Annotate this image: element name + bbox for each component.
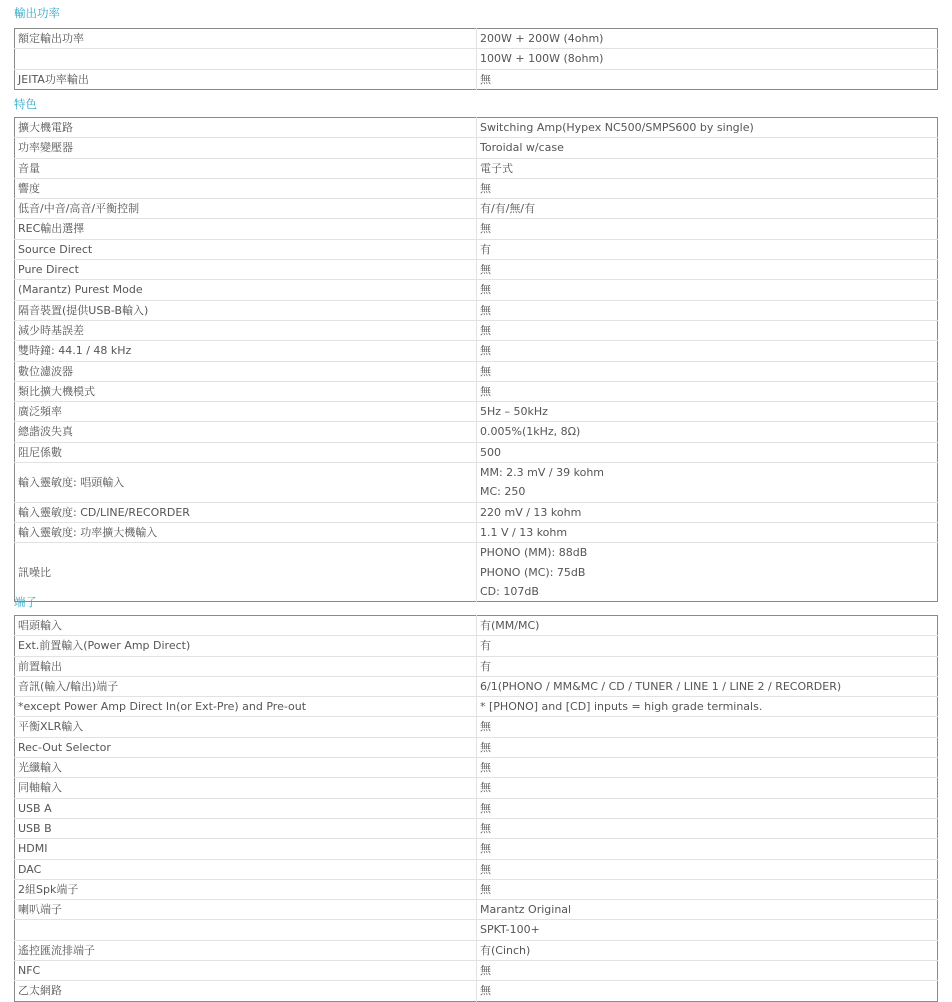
spec-row bbox=[15, 502, 938, 522]
spec-value bbox=[477, 839, 938, 859]
spec-value bbox=[477, 717, 938, 737]
spec-value bbox=[477, 656, 938, 676]
spec-value bbox=[477, 29, 938, 49]
section-title-output: 輸出功率 bbox=[14, 6, 60, 20]
spec-row bbox=[15, 798, 938, 818]
spec-value bbox=[477, 798, 938, 818]
spec-table-terminals bbox=[14, 615, 938, 1002]
spec-value-line: 無 bbox=[480, 323, 491, 337]
spec-label: 乙太網路 bbox=[15, 981, 477, 1001]
spec-label: JEITA功率輸出 bbox=[15, 69, 477, 89]
spec-value-line: 200W + 200W (4ohm) bbox=[480, 32, 604, 45]
spec-value-line: 有 bbox=[480, 659, 491, 673]
spec-value bbox=[477, 219, 938, 239]
spec-row bbox=[15, 138, 938, 158]
spec-row bbox=[15, 636, 938, 656]
spec-value-line: PHONO (MC): 75dB bbox=[480, 565, 586, 579]
spec-row bbox=[15, 280, 938, 300]
spec-value-line: Toroidal w/case bbox=[480, 141, 564, 155]
spec-row bbox=[15, 900, 938, 920]
spec-value-line: 無 bbox=[480, 720, 491, 734]
spec-row bbox=[15, 239, 938, 259]
spec-value bbox=[477, 778, 938, 798]
section-title-terminals: 端子 bbox=[14, 595, 37, 609]
spec-value-line: 有 bbox=[480, 242, 491, 256]
spec-value-line: 無 bbox=[480, 181, 491, 195]
spec-row bbox=[15, 522, 938, 542]
spec-label: 2組Spk端子 bbox=[15, 879, 477, 899]
spec-label: REC輸出選擇 bbox=[15, 219, 477, 239]
spec-row bbox=[15, 158, 938, 178]
spec-label: 喇叭端子 bbox=[15, 900, 477, 920]
spec-row bbox=[15, 300, 938, 320]
spec-row bbox=[15, 818, 938, 838]
spec-label: Ext.前置輸入(Power Amp Direct) bbox=[15, 636, 477, 656]
spec-value-line: 0.005%(1kHz, 8Ω) bbox=[480, 425, 581, 439]
spec-value bbox=[477, 239, 938, 259]
spec-row bbox=[15, 543, 938, 602]
spec-value-line: Marantz Original bbox=[480, 903, 572, 917]
spec-value bbox=[477, 961, 938, 981]
spec-value-line: 無 bbox=[480, 384, 491, 398]
spec-label bbox=[15, 920, 477, 940]
spec-value bbox=[477, 178, 938, 198]
spec-value bbox=[477, 818, 938, 838]
spec-value-line: 無 bbox=[480, 842, 491, 856]
spec-value bbox=[477, 900, 938, 920]
spec-label: USB B bbox=[15, 818, 477, 838]
spec-value-line: 有/有/無/有 bbox=[480, 202, 536, 216]
spec-value bbox=[477, 543, 938, 602]
spec-label: 響度 bbox=[15, 178, 477, 198]
spec-value bbox=[477, 69, 938, 89]
spec-value-line: 無 bbox=[480, 72, 491, 86]
spec-row bbox=[15, 361, 938, 381]
spec-value bbox=[477, 381, 938, 401]
spec-label: 類比擴大機模式 bbox=[15, 381, 477, 401]
spec-value-line: 電子式 bbox=[480, 161, 513, 175]
spec-label: NFC bbox=[15, 961, 477, 981]
spec-value-line: * [PHONO] and [CD] inputs = high grade terminals. bbox=[480, 700, 763, 714]
spec-row bbox=[15, 29, 938, 49]
spec-value bbox=[477, 737, 938, 757]
spec-label: 總諧波失真 bbox=[15, 422, 477, 442]
spec-label: 減少時基誤差 bbox=[15, 320, 477, 340]
spec-label: 遙控匯流排端子 bbox=[15, 940, 477, 960]
spec-label: 數位濾波器 bbox=[15, 361, 477, 381]
spec-row bbox=[15, 839, 938, 859]
spec-row bbox=[15, 341, 938, 361]
spec-value bbox=[477, 463, 938, 503]
spec-label: 音量 bbox=[15, 158, 477, 178]
spec-value bbox=[477, 49, 938, 69]
spec-table-features bbox=[14, 117, 938, 602]
spec-row bbox=[15, 69, 938, 89]
section-title-features: 特色 bbox=[14, 97, 37, 111]
spec-value-line: 220 mV / 13 kohm bbox=[480, 505, 582, 519]
spec-label: 輸入靈敏度: 功率擴大機輸入 bbox=[15, 522, 477, 542]
spec-label: 隔音裝置(提供USB-B輸入) bbox=[15, 300, 477, 320]
spec-value-line: 無 bbox=[480, 964, 491, 978]
spec-value-line: 有(MM/MC) bbox=[480, 619, 540, 632]
spec-value bbox=[477, 280, 938, 300]
spec-label: USB A bbox=[15, 798, 477, 818]
spec-row bbox=[15, 656, 938, 676]
spec-value bbox=[477, 676, 938, 696]
spec-value-line: 無 bbox=[480, 222, 491, 236]
spec-row bbox=[15, 879, 938, 899]
spec-value bbox=[477, 879, 938, 899]
spec-row bbox=[15, 758, 938, 778]
spec-value-line: 無 bbox=[480, 984, 491, 998]
spec-label: Pure Direct bbox=[15, 260, 477, 280]
spec-value-line: MM: 2.3 mV / 39 kohm bbox=[480, 466, 605, 480]
spec-value-line: 無 bbox=[480, 364, 491, 378]
spec-row bbox=[15, 616, 938, 636]
spec-row bbox=[15, 422, 938, 442]
spec-label: Rec-Out Selector bbox=[15, 737, 477, 757]
spec-value-line: 1.1 V / 13 kohm bbox=[480, 525, 568, 539]
spec-value-line: 無 bbox=[480, 344, 491, 358]
spec-row bbox=[15, 260, 938, 280]
spec-row bbox=[15, 381, 938, 401]
spec-value-line: 500 bbox=[480, 445, 501, 459]
spec-value-line: 5Hz – 50kHz bbox=[480, 405, 548, 419]
spec-value bbox=[477, 158, 938, 178]
spec-label: 光纖輸入 bbox=[15, 758, 477, 778]
spec-label: 唱頭輸入 bbox=[15, 616, 477, 636]
spec-row bbox=[15, 463, 938, 503]
spec-value bbox=[477, 300, 938, 320]
spec-row bbox=[15, 961, 938, 981]
spec-value-line: PHONO (MM): 88dB bbox=[480, 546, 588, 560]
spec-value bbox=[477, 361, 938, 381]
spec-label: DAC bbox=[15, 859, 477, 879]
spec-row bbox=[15, 920, 938, 940]
spec-value bbox=[477, 138, 938, 158]
spec-row bbox=[15, 717, 938, 737]
spec-label: 雙時鐘: 44.1 / 48 kHz bbox=[15, 341, 477, 361]
spec-value bbox=[477, 920, 938, 940]
spec-value-line: 無 bbox=[480, 263, 491, 277]
spec-value-line: Switching Amp(Hypex NC500/SMPS600 by single) bbox=[480, 121, 754, 134]
spec-label: 阻尼係數 bbox=[15, 442, 477, 462]
spec-value bbox=[477, 522, 938, 542]
spec-value-line: 有 bbox=[480, 639, 491, 653]
spec-row bbox=[15, 49, 938, 69]
spec-label: *except Power Amp Direct In(or Ext-Pre) and Pre-out bbox=[15, 697, 477, 717]
spec-value bbox=[477, 320, 938, 340]
spec-label: 前置輸出 bbox=[15, 656, 477, 676]
spec-label: 廣泛頻率 bbox=[15, 402, 477, 422]
spec-row bbox=[15, 940, 938, 960]
spec-value bbox=[477, 341, 938, 361]
spec-value bbox=[477, 502, 938, 522]
spec-value-line: SPKT-100+ bbox=[480, 923, 540, 937]
spec-label: 擴大機電路 bbox=[15, 118, 477, 138]
spec-value-line: 有(Cinch) bbox=[480, 943, 531, 957]
spec-label: 音訊(輸入/輸出)端子 bbox=[15, 676, 477, 696]
spec-value bbox=[477, 422, 938, 442]
spec-row bbox=[15, 981, 938, 1001]
spec-value bbox=[477, 442, 938, 462]
spec-value bbox=[477, 199, 938, 219]
spec-value-line: 無 bbox=[480, 821, 491, 835]
spec-value-line: 無 bbox=[480, 862, 491, 876]
spec-label bbox=[15, 49, 477, 69]
spec-label: 低音/中音/高音/平衡控制 bbox=[15, 199, 477, 219]
spec-value-line: 無 bbox=[480, 882, 491, 896]
spec-label: 同軸輸入 bbox=[15, 778, 477, 798]
spec-label: 輸入靈敏度: 唱頭輸入 bbox=[15, 463, 477, 503]
spec-row bbox=[15, 219, 938, 239]
spec-label: 訊噪比 bbox=[15, 543, 477, 602]
spec-label: 額定輸出功率 bbox=[15, 29, 477, 49]
spec-value bbox=[477, 260, 938, 280]
spec-row bbox=[15, 402, 938, 422]
spec-value bbox=[477, 758, 938, 778]
spec-value bbox=[477, 697, 938, 717]
spec-row bbox=[15, 118, 938, 138]
spec-row bbox=[15, 859, 938, 879]
spec-value bbox=[477, 402, 938, 422]
spec-value-line: 無 bbox=[480, 761, 491, 775]
spec-value-line: 無 bbox=[480, 801, 491, 815]
spec-value bbox=[477, 616, 938, 636]
spec-value-line: 無 bbox=[480, 740, 491, 754]
spec-value bbox=[477, 981, 938, 1001]
spec-row bbox=[15, 737, 938, 757]
spec-value bbox=[477, 859, 938, 879]
spec-row bbox=[15, 778, 938, 798]
spec-row bbox=[15, 178, 938, 198]
spec-value-line: CD: 107dB bbox=[480, 584, 539, 598]
spec-row bbox=[15, 320, 938, 340]
spec-value bbox=[477, 636, 938, 656]
spec-label: (Marantz) Purest Mode bbox=[15, 280, 477, 300]
spec-table-output bbox=[14, 28, 938, 90]
spec-row bbox=[15, 442, 938, 462]
spec-row bbox=[15, 697, 938, 717]
spec-label: 功率變壓器 bbox=[15, 138, 477, 158]
spec-value-line: 無 bbox=[480, 781, 491, 795]
spec-row bbox=[15, 199, 938, 219]
spec-value-line: MC: 250 bbox=[480, 485, 526, 499]
spec-label: 平衡XLR輸入 bbox=[15, 717, 477, 737]
spec-value-line: 無 bbox=[480, 303, 491, 317]
spec-label: HDMI bbox=[15, 839, 477, 859]
spec-value-line: 6/1(PHONO / MM&MC / CD / TUNER / LINE 1 / LINE 2 / RECORDER) bbox=[480, 679, 842, 693]
spec-label: 輸入靈敏度: CD/LINE/RECORDER bbox=[15, 502, 477, 522]
spec-value bbox=[477, 118, 938, 138]
spec-value bbox=[477, 940, 938, 960]
spec-row bbox=[15, 676, 938, 696]
spec-value-line: 無 bbox=[480, 283, 491, 297]
spec-value-line: 100W + 100W (8ohm) bbox=[480, 52, 604, 66]
spec-label: Source Direct bbox=[15, 239, 477, 259]
